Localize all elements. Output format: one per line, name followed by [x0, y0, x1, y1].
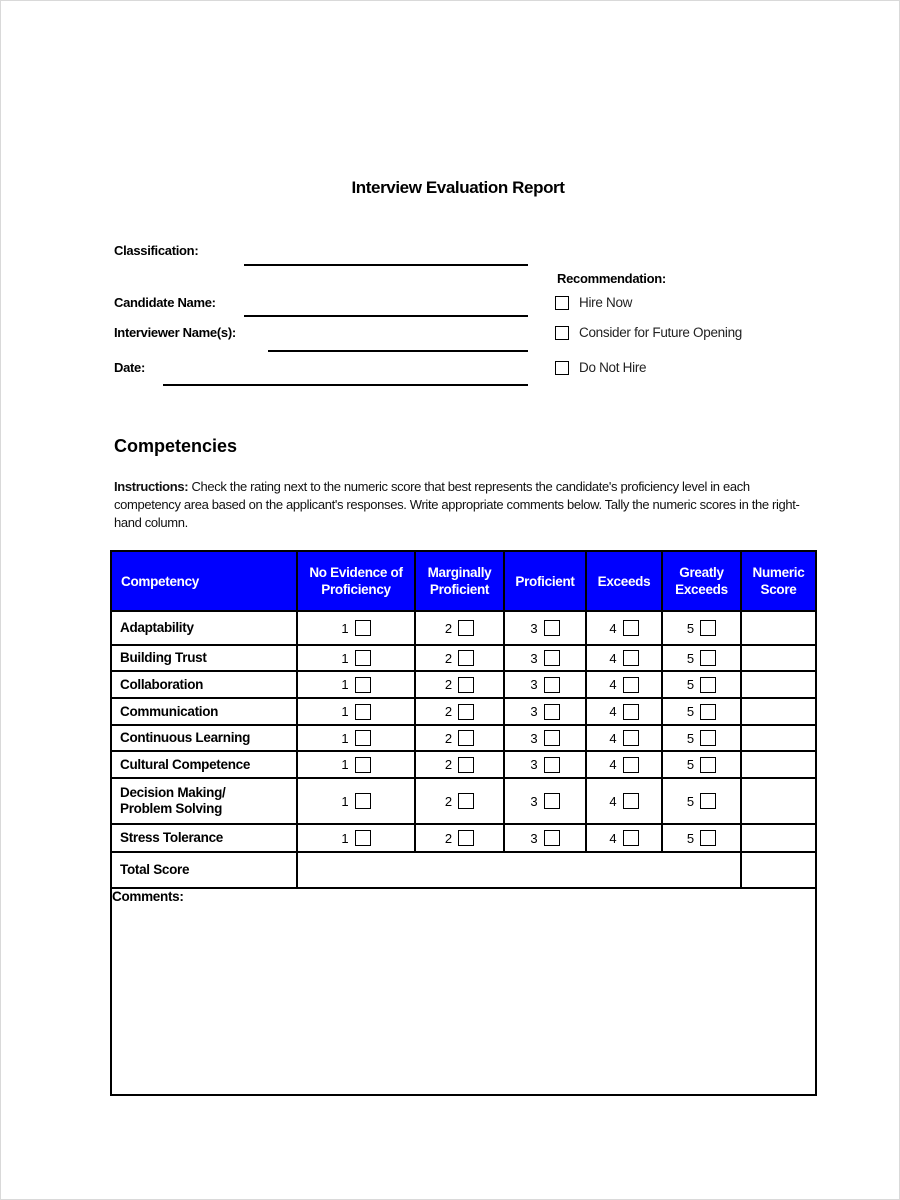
rating-checkbox[interactable] [458, 677, 474, 693]
rating-checkbox[interactable] [544, 730, 560, 746]
rating-score: 5 [686, 793, 695, 809]
date-field[interactable] [163, 384, 528, 386]
rating-option[interactable] [609, 793, 638, 809]
rating-checkbox[interactable] [458, 793, 474, 809]
rating-cell[interactable] [415, 611, 504, 645]
rating-cell[interactable] [297, 611, 415, 645]
rating-option[interactable] [687, 677, 716, 693]
rating-option[interactable] [609, 830, 638, 846]
rating-cell[interactable] [415, 824, 504, 852]
rating-checkbox[interactable] [700, 757, 716, 773]
numeric-score-cell[interactable] [741, 725, 816, 751]
rating-cell[interactable] [586, 751, 662, 778]
rating-cell[interactable] [297, 698, 415, 725]
table-row [111, 751, 816, 778]
rating-option[interactable] [687, 830, 716, 846]
numeric-score-cell[interactable] [741, 698, 816, 725]
rating-score: 3 [530, 704, 538, 719]
rating-checkbox[interactable] [458, 704, 474, 720]
rating-option[interactable] [530, 757, 559, 773]
competency-line1: Cultural Competence [120, 756, 251, 772]
competency-name [111, 725, 297, 751]
rating-score: 2 [444, 677, 453, 692]
recommendation-consider[interactable] [555, 325, 742, 340]
rating-cell[interactable] [297, 645, 415, 671]
rating-cell[interactable] [415, 645, 504, 671]
header-numeric-score: Numeric Score [741, 551, 816, 611]
rating-checkbox[interactable] [544, 757, 560, 773]
date-label: Date: [114, 360, 146, 375]
rating-score: 1 [341, 730, 349, 746]
total-score-label: Total Score [111, 852, 297, 888]
rating-score: 5 [686, 757, 695, 772]
candidate-name-label: Candidate Name: [114, 295, 216, 310]
competency-name [111, 778, 297, 824]
competency-line1: Stress Tolerance [120, 830, 224, 845]
rating-checkbox[interactable] [355, 677, 371, 693]
consider-label: Consider for Future Opening [579, 325, 742, 340]
rating-score: 5 [686, 677, 695, 692]
rating-checkbox[interactable] [623, 830, 639, 846]
rating-option[interactable] [445, 730, 474, 746]
competency-table [110, 550, 817, 1096]
header-marginally-proficient: Marginally Proficient [415, 551, 504, 611]
rating-checkbox[interactable] [458, 757, 474, 773]
rating-cell[interactable] [662, 671, 741, 698]
numeric-score-cell[interactable] [741, 611, 816, 645]
rating-score: 5 [686, 730, 695, 746]
rating-checkbox[interactable] [544, 650, 560, 666]
table-row [111, 698, 816, 725]
rating-option[interactable] [445, 620, 474, 636]
rating-option[interactable] [530, 830, 559, 846]
competency-name [111, 698, 297, 725]
competency-line1: Building Trust [120, 650, 207, 665]
rating-option[interactable] [687, 793, 716, 809]
rating-checkbox[interactable] [700, 830, 716, 846]
rating-cell[interactable] [504, 611, 586, 645]
comments-row [111, 888, 816, 1095]
rating-cell[interactable] [504, 725, 586, 751]
instructions-text: Check the rating next to the numeric score that best represents the candidate's proficiency level in each competency area based on the applicant's responses. Write appropriate comments below. Tally the numeric scores in the right-hand column. [114, 479, 800, 530]
rating-checkbox[interactable] [544, 704, 560, 720]
numeric-score-cell[interactable] [741, 645, 816, 671]
rating-option[interactable] [687, 730, 716, 746]
rating-option[interactable] [530, 677, 559, 693]
rating-option[interactable] [530, 704, 559, 720]
rating-score: 5 [686, 650, 695, 666]
rating-option[interactable] [687, 650, 716, 666]
rating-option[interactable] [530, 620, 559, 636]
rating-cell[interactable] [504, 645, 586, 671]
competency-name [111, 645, 297, 671]
rating-option[interactable] [609, 650, 638, 666]
rating-cell[interactable] [586, 645, 662, 671]
rating-cell[interactable] [662, 698, 741, 725]
rating-score: 2 [444, 793, 453, 809]
total-row [111, 852, 816, 888]
header-competency: Competency [111, 551, 297, 611]
rating-checkbox[interactable] [700, 650, 716, 666]
rating-cell[interactable] [504, 824, 586, 852]
rating-checkbox[interactable] [458, 830, 474, 846]
rating-score: 4 [609, 677, 617, 692]
numeric-score-cell[interactable] [741, 751, 816, 778]
rating-cell[interactable] [297, 671, 415, 698]
rating-checkbox[interactable] [623, 704, 639, 720]
numeric-score-cell[interactable] [741, 671, 816, 698]
rating-cell[interactable] [297, 778, 415, 824]
rating-checkbox[interactable] [355, 730, 371, 746]
rating-option[interactable] [609, 757, 638, 773]
rating-checkbox[interactable] [623, 757, 639, 773]
rating-score: 4 [609, 650, 617, 666]
rating-option[interactable] [341, 730, 370, 746]
rating-checkbox[interactable] [544, 677, 560, 693]
rating-score: 4 [609, 793, 617, 809]
interviewer-names-field[interactable] [268, 350, 528, 352]
competency-name [111, 824, 297, 852]
rating-checkbox[interactable] [700, 793, 716, 809]
rating-cell[interactable] [662, 611, 741, 645]
rating-score: 3 [530, 650, 538, 666]
rating-option[interactable] [530, 730, 559, 746]
rating-option[interactable] [687, 620, 716, 636]
recommendation-do-not-hire[interactable] [555, 360, 646, 375]
rating-score: 1 [341, 757, 349, 772]
rating-option[interactable] [341, 620, 370, 636]
rating-cell[interactable] [504, 698, 586, 725]
rating-checkbox[interactable] [700, 677, 716, 693]
hire-now-label: Hire Now [579, 295, 633, 310]
competency-line2: Problem Solving [120, 801, 223, 816]
rating-cell[interactable] [586, 824, 662, 852]
table-row [111, 725, 816, 751]
rating-score: 2 [444, 704, 453, 719]
rating-checkbox[interactable] [458, 650, 474, 666]
competency-line1: Adaptability [120, 620, 194, 635]
rating-cell[interactable] [297, 824, 415, 852]
rating-option[interactable] [445, 757, 474, 773]
rating-score: 4 [609, 704, 617, 719]
rating-option[interactable] [609, 677, 638, 693]
rating-checkbox[interactable] [544, 830, 560, 846]
rating-option[interactable] [341, 650, 370, 666]
rating-checkbox[interactable] [700, 704, 716, 720]
rating-checkbox[interactable] [544, 620, 560, 636]
candidate-name-field[interactable] [244, 315, 528, 317]
rating-checkbox[interactable] [623, 793, 639, 809]
rating-cell[interactable] [415, 725, 504, 751]
rating-checkbox[interactable] [355, 704, 371, 720]
rating-checkbox[interactable] [623, 730, 639, 746]
instructions-lead: Instructions: [114, 479, 189, 494]
rating-checkbox[interactable] [623, 677, 639, 693]
recommendation-hire-now[interactable] [555, 295, 632, 310]
page-title: Interview Evaluation Report [351, 178, 565, 197]
rating-cell[interactable] [504, 671, 586, 698]
rating-checkbox[interactable] [700, 620, 716, 636]
total-blank-cell [297, 852, 741, 888]
rating-option[interactable] [341, 757, 370, 773]
recommendation-title: Recommendation: [557, 271, 666, 286]
competency-name [111, 751, 297, 778]
table-row [111, 645, 816, 671]
rating-cell[interactable] [415, 671, 504, 698]
interviewer-names-label: Interviewer Name(s): [114, 325, 236, 340]
rating-cell[interactable] [297, 751, 415, 778]
rating-score: 5 [686, 830, 695, 846]
competency-line1: Continuous Learning [120, 730, 251, 745]
rating-score: 5 [686, 620, 695, 636]
comments-label: Comments: [112, 889, 184, 904]
table-row [111, 824, 816, 852]
rating-checkbox[interactable] [458, 730, 474, 746]
rating-score: 2 [444, 830, 453, 846]
header-no-evidence: No Evidence of Proficiency [297, 551, 415, 611]
rating-checkbox[interactable] [623, 650, 639, 666]
rating-option[interactable] [445, 650, 474, 666]
rating-score: 4 [609, 620, 617, 636]
rating-cell[interactable] [504, 778, 586, 824]
competency-line1: Collaboration [120, 676, 204, 692]
rating-checkbox[interactable] [544, 793, 560, 809]
rating-checkbox[interactable] [355, 650, 371, 666]
rating-option[interactable] [687, 757, 716, 773]
rating-cell[interactable] [586, 611, 662, 645]
rating-option[interactable] [609, 620, 638, 636]
header-greatly-exceeds: Greatly Exceeds [662, 551, 741, 611]
header-exceeds: Exceeds [586, 551, 662, 611]
rating-cell[interactable] [415, 698, 504, 725]
rating-cell[interactable] [586, 725, 662, 751]
do-not-hire-label: Do Not Hire [579, 360, 647, 375]
table-header-row [111, 551, 816, 611]
total-score-cell[interactable] [741, 852, 816, 888]
competency-name [111, 671, 297, 698]
header-proficient: Proficient [504, 551, 586, 611]
classification-label: Classification: [114, 243, 199, 258]
rating-cell[interactable] [662, 645, 741, 671]
rating-score: 2 [444, 650, 453, 666]
rating-option[interactable] [687, 704, 716, 720]
table-row [111, 778, 816, 824]
rating-cell[interactable] [504, 751, 586, 778]
competency-line1: Decision Making/ [120, 785, 226, 800]
table-row [111, 611, 816, 645]
rating-score: 1 [341, 620, 349, 636]
rating-option[interactable] [445, 677, 474, 693]
rating-score: 3 [530, 730, 538, 746]
do-not-hire-checkbox[interactable] [555, 361, 569, 375]
rating-cell[interactable] [662, 778, 741, 824]
rating-score: 3 [530, 757, 538, 772]
rating-option[interactable] [341, 830, 370, 846]
rating-checkbox[interactable] [355, 757, 371, 773]
rating-score: 2 [444, 757, 453, 772]
rating-option[interactable] [445, 704, 474, 720]
rating-score: 2 [444, 730, 453, 746]
rating-option[interactable] [609, 730, 638, 746]
rating-score: 4 [609, 730, 617, 746]
comments-box[interactable] [111, 888, 816, 1095]
rating-option[interactable] [341, 677, 370, 693]
rating-cell[interactable] [415, 778, 504, 824]
rating-checkbox[interactable] [623, 620, 639, 636]
competencies-title: Competencies [114, 436, 238, 456]
rating-option[interactable] [609, 704, 638, 720]
rating-checkbox[interactable] [355, 793, 371, 809]
rating-score: 1 [341, 793, 349, 809]
rating-cell[interactable] [586, 778, 662, 824]
hire-now-checkbox[interactable] [555, 296, 569, 310]
rating-cell[interactable] [662, 751, 741, 778]
consider-checkbox[interactable] [555, 326, 569, 340]
rating-checkbox[interactable] [355, 620, 371, 636]
rating-score: 2 [444, 620, 453, 636]
rating-cell[interactable] [415, 751, 504, 778]
rating-cell[interactable] [297, 725, 415, 751]
rating-option[interactable] [530, 650, 559, 666]
rating-option[interactable] [341, 793, 370, 809]
rating-cell[interactable] [586, 698, 662, 725]
rating-option[interactable] [530, 793, 559, 809]
rating-score: 4 [609, 830, 617, 846]
numeric-score-cell[interactable] [741, 778, 816, 824]
rating-checkbox[interactable] [700, 730, 716, 746]
rating-score: 3 [530, 677, 538, 692]
classification-field[interactable] [244, 264, 528, 266]
rating-score: 3 [530, 830, 538, 846]
rating-option[interactable] [445, 793, 474, 809]
rating-option[interactable] [341, 704, 370, 720]
rating-option[interactable] [445, 830, 474, 846]
rating-score: 1 [341, 704, 349, 719]
rating-score: 3 [530, 620, 538, 636]
instructions [114, 478, 814, 532]
rating-score: 1 [341, 677, 349, 692]
rating-checkbox[interactable] [458, 620, 474, 636]
rating-score: 5 [686, 704, 695, 719]
rating-score: 4 [609, 757, 617, 772]
numeric-score-cell[interactable] [741, 824, 816, 852]
rating-score: 1 [341, 830, 349, 846]
rating-score: 1 [341, 650, 349, 666]
rating-checkbox[interactable] [355, 830, 371, 846]
competency-name [111, 611, 297, 645]
competency-line1: Communication [120, 703, 219, 719]
rating-cell[interactable] [586, 671, 662, 698]
rating-cell[interactable] [662, 824, 741, 852]
table-row [111, 671, 816, 698]
rating-score: 3 [530, 793, 538, 809]
rating-cell[interactable] [662, 725, 741, 751]
